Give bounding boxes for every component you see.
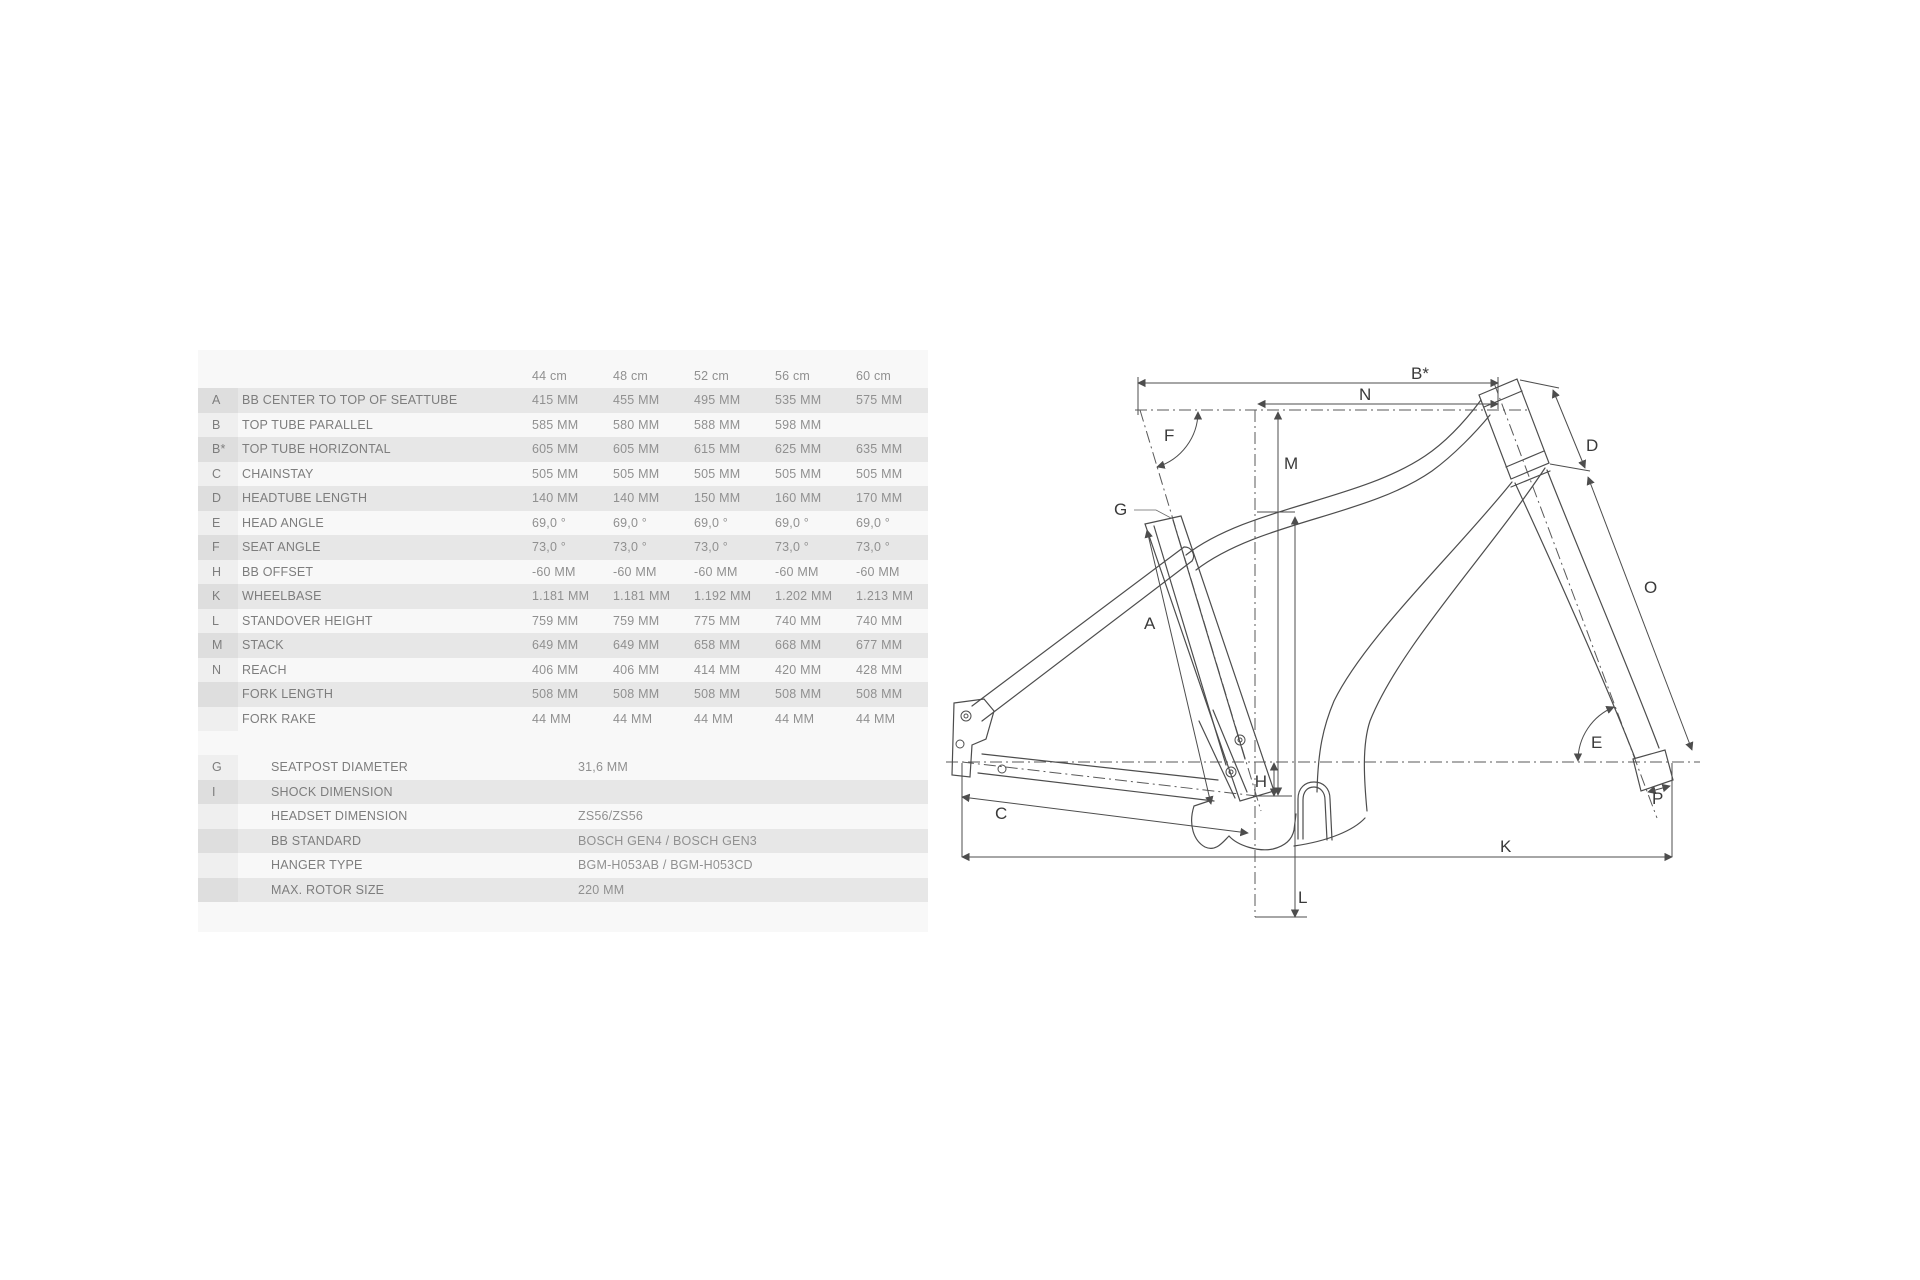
row-value: 598 MM <box>775 417 822 432</box>
row-letter: I <box>212 784 216 799</box>
row-value: -60 MM <box>856 564 900 579</box>
spec-row <box>198 853 928 878</box>
row-value: 775 MM <box>694 613 741 628</box>
row-label: BB STANDARD <box>271 833 362 848</box>
geometry-row <box>198 682 928 707</box>
row-value: 160 MM <box>775 491 822 505</box>
geometry-row <box>198 707 928 732</box>
row-value: -60 MM <box>613 564 657 579</box>
geometry-row <box>198 535 928 560</box>
row-label: STACK <box>242 638 284 652</box>
row-label: FORK LENGTH <box>242 687 334 701</box>
row-label: SEAT ANGLE <box>242 540 321 554</box>
row-value: 414 MM <box>694 662 741 677</box>
row-letter: H <box>212 564 222 579</box>
size-column-header: 56 cm <box>775 369 811 383</box>
fork-length-dim <box>1588 477 1692 750</box>
row-label: HEADSET DIMENSION <box>271 809 408 823</box>
row-value: 73,0 ° <box>856 540 891 554</box>
dropout-pivot-bolt <box>964 714 968 718</box>
row-value: 69,0 ° <box>775 515 810 530</box>
row-letter: G <box>212 760 222 774</box>
row-value: 1.181 MM <box>613 589 671 603</box>
row-value: 605 MM <box>613 442 660 456</box>
row-value: 508 MM <box>775 687 822 701</box>
row-label: BB OFFSET <box>242 564 314 579</box>
row-value: 505 MM <box>856 466 903 481</box>
fork-crown <box>1511 471 1550 487</box>
size-column-header: 60 cm <box>856 369 892 383</box>
row-label: WHEELBASE <box>242 589 322 603</box>
row-label: TOP TUBE PARALLEL <box>242 417 374 432</box>
row-value: 625 MM <box>775 442 822 456</box>
row-value: BOSCH GEN4 / BOSCH GEN3 <box>578 833 757 848</box>
row-value: 495 MM <box>694 393 741 407</box>
row-value: 73,0 ° <box>694 540 729 554</box>
row-letter: L <box>212 613 220 628</box>
geometry-panel <box>198 350 928 932</box>
size-column-header: 44 cm <box>532 369 568 383</box>
top-tube-upper-edge <box>1186 400 1481 555</box>
row-value: 635 MM <box>856 442 903 456</box>
row-label: BB CENTER TO TOP OF SEATTUBE <box>242 393 458 407</box>
geometry-row <box>198 511 928 536</box>
headset-bottom-cup <box>1506 451 1544 467</box>
row-letter: C <box>212 466 222 481</box>
geometry-row <box>198 486 928 511</box>
headtube-dim-ext-top <box>1520 380 1559 388</box>
row-value: 658 MM <box>694 638 741 652</box>
geometry-rows <box>198 388 928 731</box>
fork-blade-front-edge <box>1547 470 1659 748</box>
row-value: 1.192 MM <box>694 589 752 603</box>
row-value: 69,0 ° <box>613 515 648 530</box>
row-letter: M <box>212 638 223 652</box>
row-value: 415 MM <box>532 393 579 407</box>
size-header-row <box>198 364 928 388</box>
motor-casing <box>1192 800 1296 850</box>
row-value: 759 MM <box>613 613 660 628</box>
fork-blade-rear-edge <box>1515 483 1635 758</box>
row-letter: A <box>212 393 221 407</box>
row-letter-cell <box>198 829 238 854</box>
row-label: SEATPOST DIAMETER <box>271 760 408 774</box>
row-letter-cell <box>198 707 238 732</box>
row-value: 740 MM <box>775 613 822 628</box>
geometry-row <box>198 584 928 609</box>
down-tube-lower-edge <box>1364 468 1545 811</box>
row-value: -60 MM <box>532 564 576 579</box>
row-value: 428 MM <box>856 662 903 677</box>
label-head-angle: E <box>1591 733 1603 752</box>
row-value: 508 MM <box>532 687 579 701</box>
row-value: 508 MM <box>694 687 741 701</box>
spec-row <box>198 829 928 854</box>
spec-row <box>198 755 928 780</box>
row-letter-cell <box>198 682 238 707</box>
axle-pivot <box>956 740 964 748</box>
label-bb-offset: H <box>1254 772 1267 791</box>
chainstay-pivot <box>998 765 1006 773</box>
row-value: 605 MM <box>532 442 579 456</box>
frame-diagram <box>928 349 1730 932</box>
row-letter: B <box>212 417 221 432</box>
geometry-row <box>198 437 928 462</box>
row-value: 69,0 ° <box>532 515 567 530</box>
row-label: HEAD ANGLE <box>242 515 324 530</box>
geometry-table <box>198 350 928 902</box>
row-value: 44 MM <box>694 711 734 726</box>
label-seat-angle: F <box>1164 426 1175 445</box>
row-value: 759 MM <box>532 613 579 628</box>
label-reach: N <box>1359 385 1372 404</box>
row-label: FORK RAKE <box>242 711 317 726</box>
row-value: -60 MM <box>775 564 819 579</box>
label-seat-tube: A <box>1144 614 1156 633</box>
row-value: 535 MM <box>775 393 822 407</box>
row-value: 69,0 ° <box>694 515 729 530</box>
row-letter-cell <box>198 804 238 829</box>
row-value: 406 MM <box>532 662 579 677</box>
row-label: SHOCK DIMENSION <box>271 784 393 799</box>
chainstay-upper-edge <box>982 754 1218 780</box>
kickstand-channel-inner <box>1303 787 1327 840</box>
geometry-row <box>198 609 928 634</box>
row-value: 508 MM <box>613 687 660 701</box>
size-column-header: 52 cm <box>694 369 730 383</box>
row-label: CHAINSTAY <box>242 466 314 481</box>
row-value: ZS56/ZS56 <box>578 809 644 823</box>
row-value: 508 MM <box>856 687 903 701</box>
row-label: TOP TUBE HORIZONTAL <box>242 442 391 456</box>
spec-rows <box>198 755 928 902</box>
row-value: 455 MM <box>613 393 660 407</box>
label-standover: L <box>1298 888 1308 907</box>
row-value: 588 MM <box>694 417 741 432</box>
label-fork-rake: P <box>1652 789 1664 808</box>
spec-row <box>198 780 928 805</box>
row-letter: N <box>212 662 222 677</box>
row-value: 69,0 ° <box>856 515 891 530</box>
row-value: 580 MM <box>613 417 660 432</box>
row-value: 44 MM <box>775 711 815 726</box>
spec-row <box>198 878 928 903</box>
row-value: 73,0 ° <box>775 540 810 554</box>
row-value: 150 MM <box>694 491 741 505</box>
row-value: 406 MM <box>613 662 660 677</box>
geometry-row <box>198 462 928 487</box>
label-headtube: D <box>1586 436 1599 455</box>
label-stack: M <box>1284 454 1299 473</box>
geometry-row <box>198 388 928 413</box>
row-letter-cell <box>198 853 238 878</box>
row-value: -60 MM <box>694 564 738 579</box>
row-value: BGM-H053AB / BGM-H053CD <box>578 858 753 872</box>
row-value: 44 MM <box>856 711 896 726</box>
row-letter-cell <box>198 878 238 903</box>
row-value: 505 MM <box>694 466 741 481</box>
row-value: 73,0 ° <box>613 540 648 554</box>
row-value: 170 MM <box>856 491 903 505</box>
label-fork-length: O <box>1644 578 1658 597</box>
motor-skid-plate <box>1294 818 1365 846</box>
row-value: 649 MM <box>532 638 579 652</box>
dropout-pivot <box>961 711 971 721</box>
row-value: 1.202 MM <box>775 589 833 603</box>
row-letter: E <box>212 515 221 530</box>
row-value: 585 MM <box>532 417 579 432</box>
seatpost-leader-line <box>1134 510 1171 518</box>
label-top-tube-horizontal: B* <box>1411 364 1429 383</box>
size-column-header: 48 cm <box>613 369 649 383</box>
row-value: 677 MM <box>856 638 903 652</box>
geometry-row <box>198 658 928 683</box>
row-value: 73,0 ° <box>532 540 567 554</box>
row-value: 575 MM <box>856 393 903 407</box>
row-value: 140 MM <box>532 491 579 505</box>
row-label: MAX. ROTOR SIZE <box>271 882 385 897</box>
row-label: HANGER TYPE <box>271 858 363 872</box>
row-label: REACH <box>242 662 287 677</box>
headtube-length-dim <box>1553 390 1585 468</box>
label-chainstay: C <box>995 804 1008 823</box>
row-value: 505 MM <box>532 466 579 481</box>
headset-top-cup <box>1484 391 1522 407</box>
row-value: 505 MM <box>775 466 822 481</box>
row-letter: D <box>212 491 222 505</box>
row-letter: F <box>212 540 220 554</box>
row-value: 420 MM <box>775 662 822 677</box>
row-label: STANDOVER HEIGHT <box>242 613 373 628</box>
row-letter: K <box>212 589 221 603</box>
row-value: 740 MM <box>856 613 903 628</box>
row-value: 220 MM <box>578 882 625 897</box>
spec-row <box>198 804 928 829</box>
label-seatpost: G <box>1114 500 1128 519</box>
row-value: 668 MM <box>775 638 822 652</box>
row-label: HEADTUBE LENGTH <box>242 491 368 505</box>
row-value: 44 MM <box>613 711 653 726</box>
down-tube-upper-edge <box>1317 482 1512 792</box>
row-value: 44 MM <box>532 711 572 726</box>
frame-diagram-svg <box>928 349 1730 932</box>
row-value: 1.181 MM <box>532 589 590 603</box>
row-value: 31,6 MM <box>578 760 629 774</box>
row-value: 140 MM <box>613 491 660 505</box>
geometry-row <box>198 560 928 585</box>
row-letter-cell <box>198 780 238 805</box>
row-value: 1.213 MM <box>856 589 914 603</box>
row-letter: B* <box>212 442 226 456</box>
row-value: 615 MM <box>694 442 741 456</box>
row-value: 505 MM <box>613 466 660 481</box>
seatstay-lower-edge <box>982 561 1192 721</box>
geometry-row <box>198 633 928 658</box>
label-wheelbase: K <box>1500 837 1512 856</box>
row-value: 649 MM <box>613 638 660 652</box>
geometry-row <box>198 413 928 438</box>
seatpost-inner-right <box>1173 520 1245 759</box>
